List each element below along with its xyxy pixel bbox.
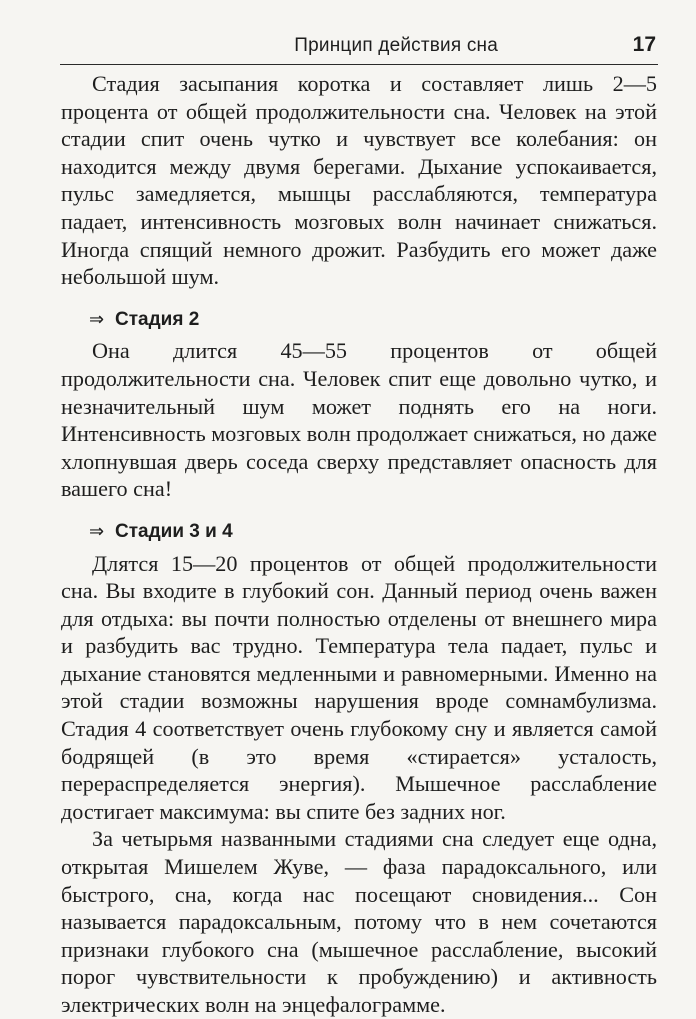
subheading-stage-2 xyxy=(89,306,657,334)
page-number: 17 xyxy=(632,33,656,56)
paragraph-stages-3-4: Длятся 15—20 процентов от общей продолжительности сна. Вы входите в глубокий сон. Данный период очень важен для отдыха: вы почти полностью отделены от внешнего мира и разбудить вас трудно. Температура тела падает, пульс и дыхание становятся медленными и равномерными. Именно на этой стадии возможны нарушения вроде сомнамбулизма. Стадия 4 соответствует очень глубокому сну и является самой бодрящей (в это время «стирается» усталость, перераспределяется энергия). Мышечное расслабление достигает максимума: вы спите без задних ног. xyxy=(61,550,657,824)
paragraph-stage2: Она длится 45—55 процентов от общей продолжительности сна. Человек спит еще довольно чутко, и незначительный шум может поднять его на ноги. Интенсивность мозговых волн продолжает снижаться, но даже хлопнувшая дверь соседа сверху представляет опасность для вашего сна! xyxy=(61,338,657,502)
paragraph-stage1: Стадия засыпания коротка и составляет лишь 2—5 процента от общей продолжительности сна. Человек на этой стадии спит очень чутко и чувствует все колебания: он находится между двумя берегами. Дыхание успокаивается, пульс замедляется, мышцы расслабляются, температура падает, интенсивность мозговых волн начинает снижаться. Иногда спящий немного дрожит. Разбудить его может даже небольшой шум. xyxy=(61,71,657,290)
double-right-arrow-icon: ⇒ xyxy=(89,520,105,542)
subheading-stages-3-4 xyxy=(89,518,657,546)
running-title: Принцип действия сна xyxy=(294,35,498,56)
subheading-text: Стадия 2 xyxy=(115,308,200,330)
double-right-arrow-icon: ⇒ xyxy=(89,308,105,330)
paragraph-paradoxical-sleep: За четырьмя названными стадиями сна следует еще одна, открытая Мишелем Жуве, — фаза парадоксального, или быстрого, сна, когда нас посещают сновидения... Сон называется парадоксальным, потому что в нем сочетаются признаки глубокого сна (мышечное расслабление, высокий порог чувствительности к пробуждению) и активность электрических волн на энцефалограмме. xyxy=(61,826,657,1017)
running-header xyxy=(60,32,658,65)
subheading-text: Стадии 3 и 4 xyxy=(115,520,233,542)
body-text xyxy=(61,70,657,1019)
